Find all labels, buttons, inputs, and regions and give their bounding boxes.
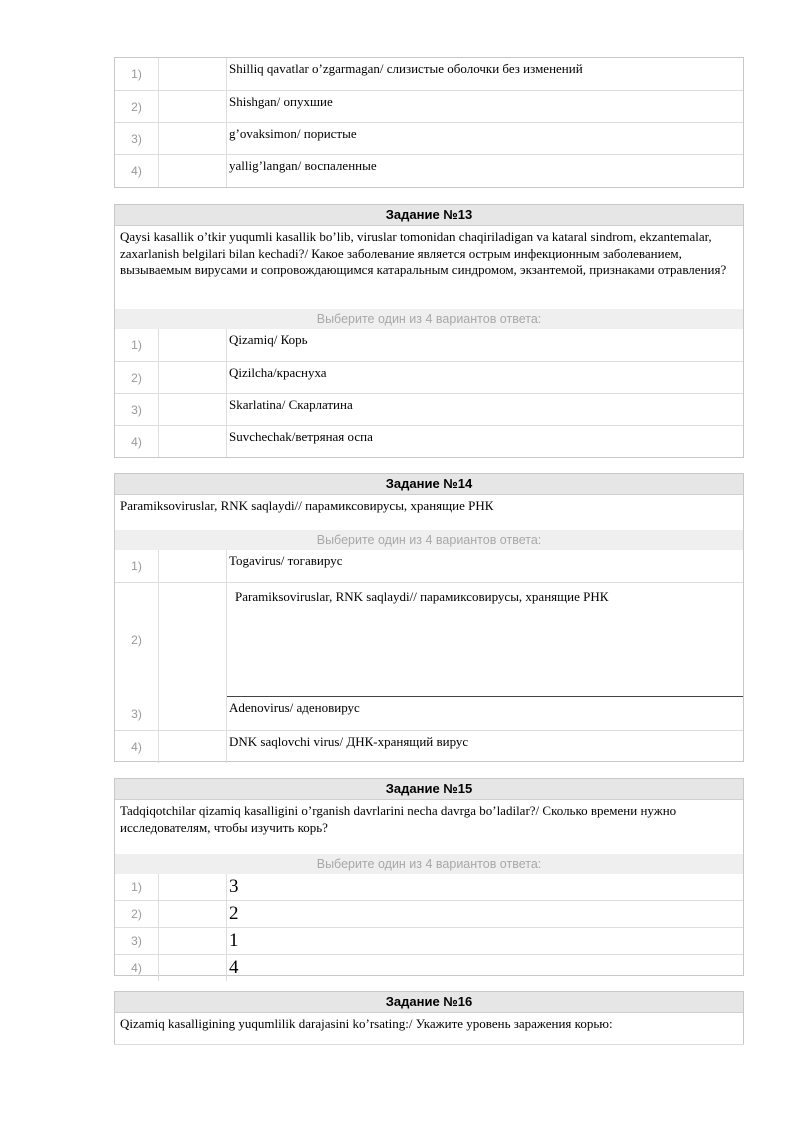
option-select-cell[interactable] xyxy=(159,731,227,763)
option-text: 1 xyxy=(229,930,239,951)
option-number: 3) xyxy=(115,123,159,154)
answer-option[interactable] xyxy=(115,58,743,90)
option-select-cell[interactable] xyxy=(159,901,227,927)
answer-option[interactable] xyxy=(115,361,743,393)
answer-option[interactable] xyxy=(115,874,743,900)
question-text: Qizamiq kasalligining yuqumlilik darajasini ko’rsating:/ Укажите уровень заражения корью: xyxy=(120,1016,613,1031)
option-select-cell[interactable] xyxy=(159,874,227,900)
option-number: 4) xyxy=(115,731,159,763)
option-text: Paramiksoviruslar, RNK saqlaydi// парамиксовирусы, хранящие РНК xyxy=(235,589,609,604)
option-select-cell[interactable] xyxy=(159,583,227,697)
option-number: 2) xyxy=(115,362,159,393)
option-text: Skarlatina/ Скарлатина xyxy=(229,397,353,412)
option-number: 2) xyxy=(115,583,159,697)
option-text: Shilliq qavatlar o’zgarmagan/ слизистые оболочки без изменений xyxy=(229,61,583,76)
answer-option[interactable] xyxy=(115,425,743,457)
option-number: 1) xyxy=(115,874,159,900)
answer-option[interactable] xyxy=(115,550,743,582)
task-title: Задание №15 xyxy=(115,779,743,800)
answer-instruction: Выберите один из 4 вариантов ответа: xyxy=(115,854,743,874)
task-16-bottom-rule xyxy=(114,1044,744,1045)
answer-option[interactable] xyxy=(115,900,743,927)
answer-option[interactable] xyxy=(115,730,743,763)
task-15 xyxy=(114,778,744,976)
option-text: yallig’langan/ воспаленные xyxy=(229,158,377,173)
option-text: g’ovaksimon/ пористые xyxy=(229,126,357,141)
option-number: 2) xyxy=(115,91,159,122)
option-number: 3) xyxy=(115,697,159,730)
answer-option[interactable] xyxy=(115,154,743,187)
option-select-cell[interactable] xyxy=(159,91,227,122)
prev-task-options xyxy=(114,57,744,188)
answer-options xyxy=(115,550,743,763)
answer-option[interactable] xyxy=(115,329,743,361)
answer-options xyxy=(115,329,743,457)
question-text: Paramiksoviruslar, RNK saqlaydi// парамиксовирусы, хранящие РНК xyxy=(120,498,494,513)
option-text: DNK saqlovchi virus/ ДНК-хранящий вирус xyxy=(229,734,469,749)
answer-option[interactable] xyxy=(115,393,743,425)
option-select-cell[interactable] xyxy=(159,955,227,981)
option-text: 4 xyxy=(229,957,239,978)
option-text: 3 xyxy=(229,876,239,897)
option-text: Qizilcha/краснуха xyxy=(229,365,327,380)
answer-instruction: Выберите один из 4 вариантов ответа: xyxy=(115,309,743,329)
option-number: 1) xyxy=(115,329,159,361)
option-select-cell[interactable] xyxy=(159,58,227,90)
task-title: Задание №16 xyxy=(115,992,743,1013)
task-title: Задание №13 xyxy=(115,205,743,226)
option-select-cell[interactable] xyxy=(159,123,227,154)
option-number: 3) xyxy=(115,928,159,954)
option-select-cell[interactable] xyxy=(159,928,227,954)
option-text: Suvchechak/ветряная оспа xyxy=(229,429,373,444)
option-number: 4) xyxy=(115,155,159,187)
option-text: Togavirus/ тогавирус xyxy=(229,553,343,568)
question-text: Qaysi kasallik o’tkir yuqumli kasallik bo’lib, viruslar tomonidan chaqiriladigan va kataral sindrom, ekzantemalar, zaxarlanish belgilari bilan kechadi?/ Какое заболевание является острым инфекционным заболеванием, вызываемым вирусами и сопровождающимся катаральным синдромом, экзантемой, признаками отравления? xyxy=(120,229,727,277)
answer-options xyxy=(115,874,743,981)
answer-option[interactable] xyxy=(115,582,743,697)
option-select-cell[interactable] xyxy=(159,329,227,361)
task-title: Задание №14 xyxy=(115,474,743,495)
answer-options xyxy=(115,58,743,187)
option-select-cell[interactable] xyxy=(159,426,227,457)
option-number: 1) xyxy=(115,58,159,90)
question-text: Tadqiqotchilar qizamiq kasalligini o’rganish davrlarini necha davrga bo’ladilar?/ Сколько времени нужно исследователям, чтобы изучить корь? xyxy=(120,803,677,835)
answer-option[interactable] xyxy=(115,954,743,981)
option-number: 1) xyxy=(115,550,159,582)
option-number: 4) xyxy=(115,955,159,981)
answer-option[interactable] xyxy=(115,697,743,730)
option-number: 3) xyxy=(115,394,159,425)
task-13 xyxy=(114,204,744,458)
answer-option[interactable] xyxy=(115,122,743,154)
answer-option[interactable] xyxy=(115,927,743,954)
answer-instruction: Выберите один из 4 вариантов ответа: xyxy=(115,530,743,550)
option-text: Adenovirus/ аденовирус xyxy=(229,700,360,715)
option-number: 2) xyxy=(115,901,159,927)
task-14 xyxy=(114,473,744,762)
option-text: 2 xyxy=(229,903,239,924)
option-select-cell[interactable] xyxy=(159,362,227,393)
option-select-cell[interactable] xyxy=(159,550,227,582)
option-select-cell[interactable] xyxy=(159,155,227,187)
option-select-cell[interactable] xyxy=(159,394,227,425)
option-number: 4) xyxy=(115,426,159,457)
task-16 xyxy=(114,991,744,1045)
option-text: Shishgan/ опухшие xyxy=(229,94,333,109)
answer-option[interactable] xyxy=(115,90,743,122)
option-text: Qizamiq/ Корь xyxy=(229,332,308,347)
option-select-cell[interactable] xyxy=(159,697,227,730)
